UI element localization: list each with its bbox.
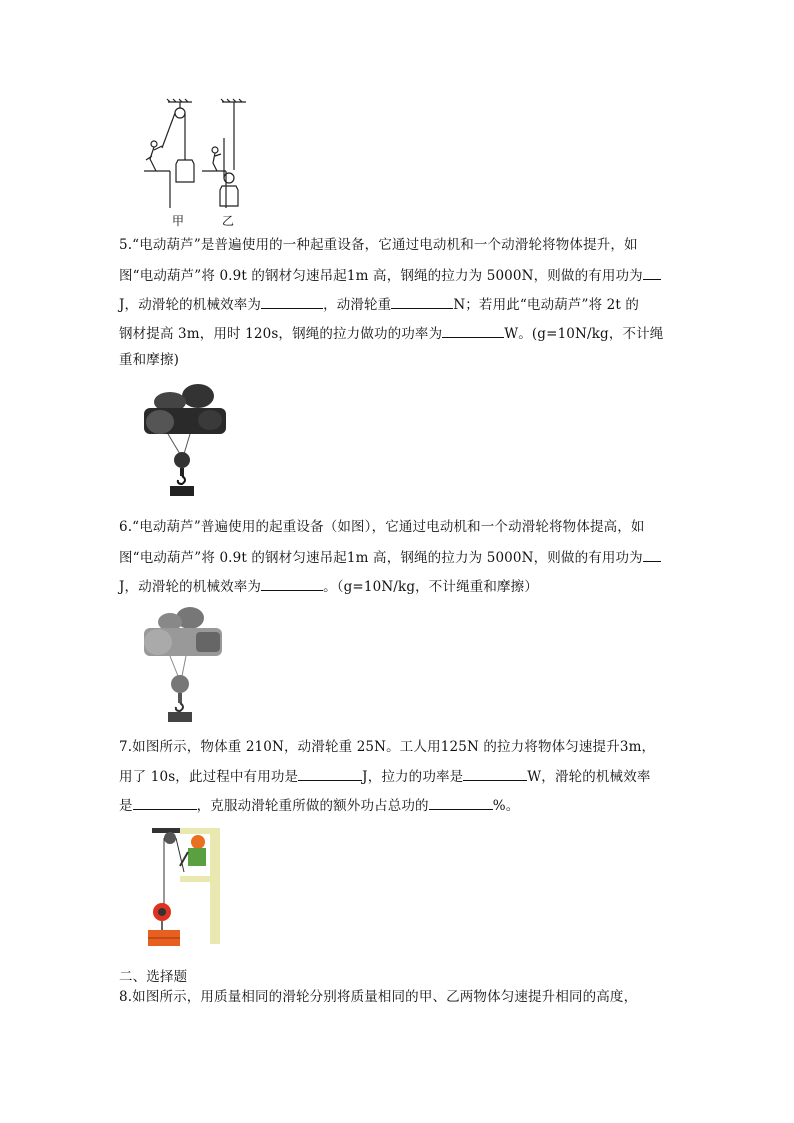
q5-line-4-text-b: W。(g=10N/kg，不计绳	[504, 326, 664, 342]
q5-line-1: 5.“电动葫芦”是普遍使用的一种起重设备，它通过电动机和一个动滑轮将物体提升，如	[119, 237, 638, 253]
q5-blank-efficiency[interactable]	[261, 295, 323, 309]
q7-blank-useful-work[interactable]	[298, 767, 362, 781]
q5-line-3-text-a: J，动滑轮的机械效率为	[119, 297, 262, 313]
q5-line-3-text-c: N；若用此“电动葫芦”将 2t 的	[453, 297, 640, 313]
q5-line-3-text-b: ，动滑轮重	[323, 297, 392, 313]
worker-pulley-image	[140, 826, 222, 948]
q5-line-5: 重和摩擦)	[119, 352, 180, 368]
q6-line-2-text: 图“电动葫芦”将 0.9t 的钢材匀速吊起1m 高，钢绳的拉力为 5000N，则做的有用功为	[119, 550, 643, 566]
q5-blank-power[interactable]	[442, 324, 504, 338]
electric-hoist-image-2	[140, 604, 226, 726]
section-heading-multiple-choice: 二、选择题	[119, 969, 188, 985]
q8-line-1: 8.如图所示，用质量相同的滑轮分别将质量相同的甲、乙两物体匀速提升相同的高度，	[119, 989, 638, 1005]
q7-blank-efficiency[interactable]	[133, 796, 197, 810]
figure-label-yi: 乙	[222, 214, 235, 228]
q6-blank-efficiency[interactable]	[261, 577, 323, 591]
q7-line-3-text-c: %。	[492, 798, 520, 814]
q6-line-3-text-b: 。（g=10N/kg，不计绳重和摩擦）	[323, 579, 538, 595]
q6-line-3	[119, 577, 689, 596]
q7-blank-extra-work-percent[interactable]	[429, 796, 493, 810]
q5-line-2-text: 图“电动葫芦”将 0.9t 的钢材匀速吊起1m 高，钢绳的拉力为 5000N，则做的有用功为	[119, 268, 643, 284]
q5-line-3	[119, 295, 689, 314]
q7-line-2-text-c: W，滑轮的机械效率	[527, 769, 651, 785]
q7-line-2-text-b: J，拉力的功率是	[362, 769, 464, 785]
q7-line-2	[119, 767, 689, 786]
q5-line-4-text-a: 钢材提高 3m，用时 120s，钢绳的拉力做功的功率为	[119, 326, 443, 342]
q7-blank-power[interactable]	[463, 767, 527, 781]
q6-blank-useful-work[interactable]	[643, 548, 661, 562]
q7-line-1: 7.如图所示，物体重 210N，动滑轮重 25N。工人用125N 的拉力将物体匀速提升3m，	[119, 739, 656, 755]
q5-blank-pulley-weight[interactable]	[391, 295, 453, 309]
figure-label-jia: 甲	[172, 214, 185, 228]
q7-line-3	[119, 796, 689, 815]
pulley-figure	[140, 98, 260, 226]
q5-blank-useful-work[interactable]	[643, 266, 661, 280]
q5-line-4	[119, 324, 689, 343]
q6-line-2	[119, 548, 689, 567]
q6-line-3-text-a: J，动滑轮的机械效率为	[119, 579, 262, 595]
q7-line-2-text-a: 用了 10s，此过程中有用功是	[119, 769, 299, 785]
q6-line-1: 6.“电动葫芦”普遍使用的起重设备（如图），它通过电动机和一个动滑轮将物体提高，如	[119, 519, 645, 535]
q7-line-3-text-b: ，克服动滑轮重所做的额外功占总功的	[196, 798, 429, 814]
q7-line-3-text-a: 是	[119, 798, 133, 814]
electric-hoist-image-1	[140, 380, 230, 498]
q5-line-2	[119, 266, 689, 285]
